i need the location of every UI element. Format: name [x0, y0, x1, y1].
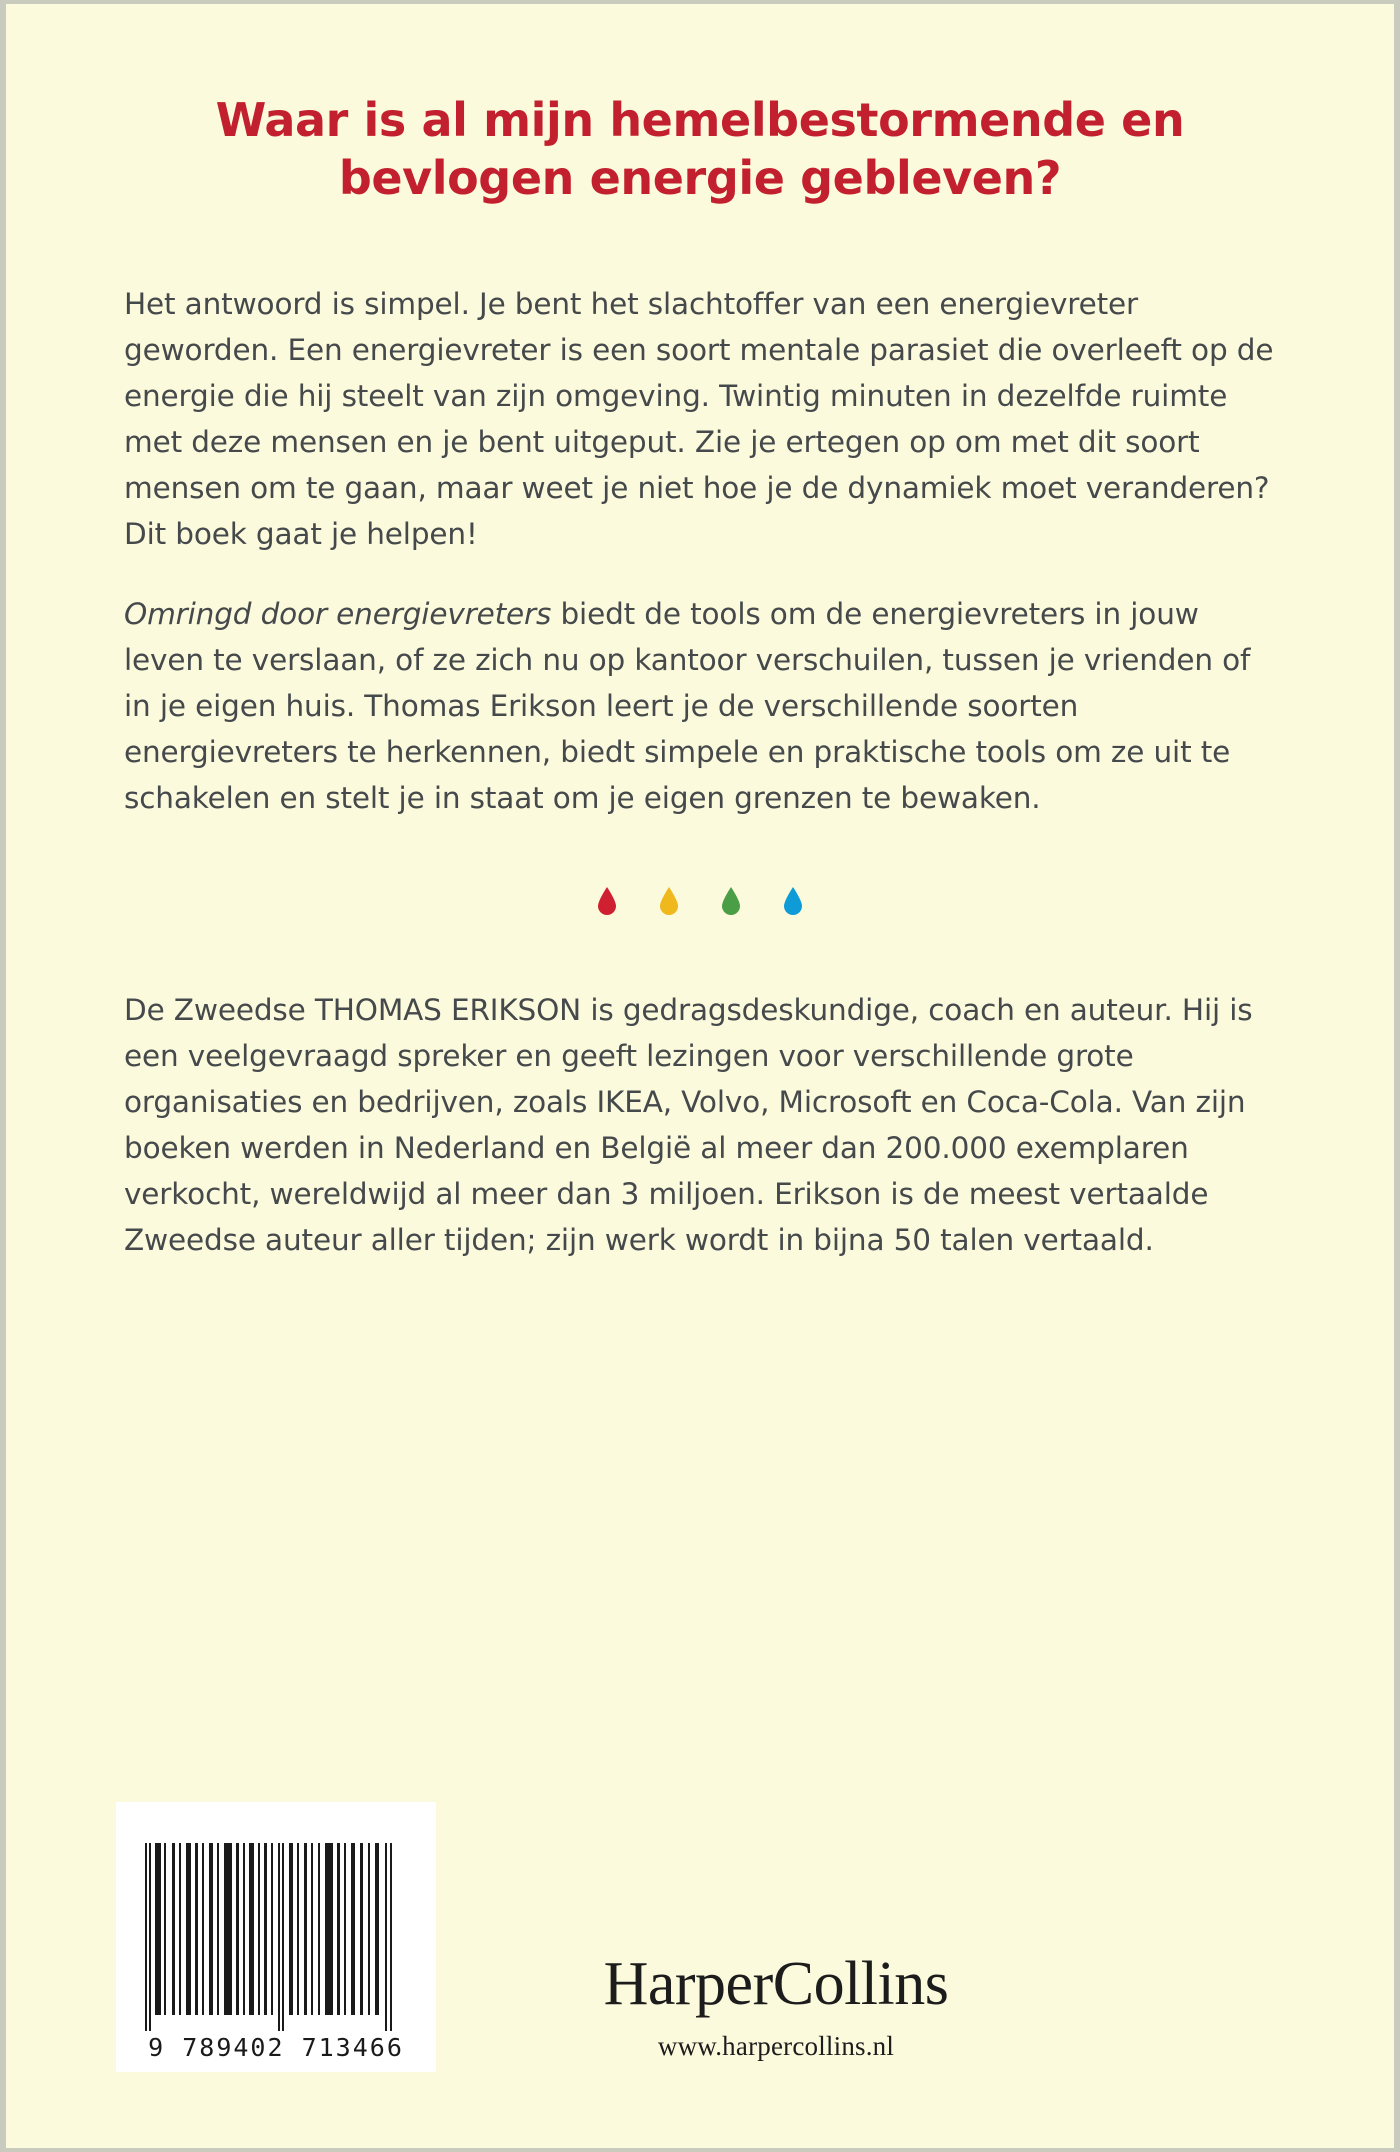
barcode — [116, 1802, 436, 2072]
droplet-divider — [6, 887, 1394, 915]
barcode-number: 9 789402 713466 — [148, 2033, 404, 2062]
yellow-droplet-icon — [659, 887, 679, 915]
red-droplet-icon — [597, 887, 617, 915]
intro-paragraph: Het antwoord is simpel. Je bent het slachtoffer van een energievreter geworden. Een energievreter is een soort mentale parasiet die overleeft op de energie die hij steelt van zijn omgeving. Twintig minuten in dezelfde ruimte met deze mensen en je bent uitgeput. Zie je ertegen op om met dit soort mensen om te gaan, maar weet je niet hoe je de dynamiek moet veranderen? Dit boek gaat je helpen! — [124, 287, 1274, 552]
publisher-url: www.harpercollins.nl — [657, 2031, 895, 2061]
cover-footer — [6, 1728, 1394, 2148]
blue-droplet-icon — [783, 887, 803, 915]
book-title-italic: Omringd door energievreters — [124, 597, 552, 632]
publisher-logo — [506, 1950, 1046, 2062]
blurb-section — [6, 281, 1394, 821]
book-back-cover — [6, 4, 1394, 2148]
publisher-name: HarperCollins — [603, 1950, 949, 2018]
barcode-icon — [145, 1843, 407, 2031]
author-bio-section — [6, 987, 1394, 1263]
description-paragraph — [124, 591, 1276, 821]
description-rest: biedt de tools om de energievreters in jouw leven te verslaan, of ze zich nu op kantoor verschuilen, tussen je vrienden of in je eigen huis. Thomas Erikson leert je de verschillende soorten energievreters te herkennen, biedt simpele en praktische tools om ze uit te schakelen en stelt je in staat om je eigen grenzen te bewaken. — [124, 597, 1251, 816]
green-droplet-icon — [721, 887, 741, 915]
page-title: Waar is al mijn hemelbestormende en bevlogen energie gebleven? — [215, 93, 1185, 205]
author-bio-paragraph: De Zweedse THOMAS ERIKSON is gedragsdeskundige, coach en auteur. Hij is een veelgevraagd spreker en geeft lezingen voor verschillende grote organisaties en bedrijven, zoals IKEA, Volvo, Microsoft en Coca-Cola. Van zijn boeken werden in Nederland en België al meer dan 200.000 exemplaren verkocht, wereldwijd al meer dan 3 miljoen. Erikson is de meest vertaalde Zweedse auteur aller tijden; zijn werk wordt in bijna 50 talen vertaald. — [124, 993, 1253, 1258]
